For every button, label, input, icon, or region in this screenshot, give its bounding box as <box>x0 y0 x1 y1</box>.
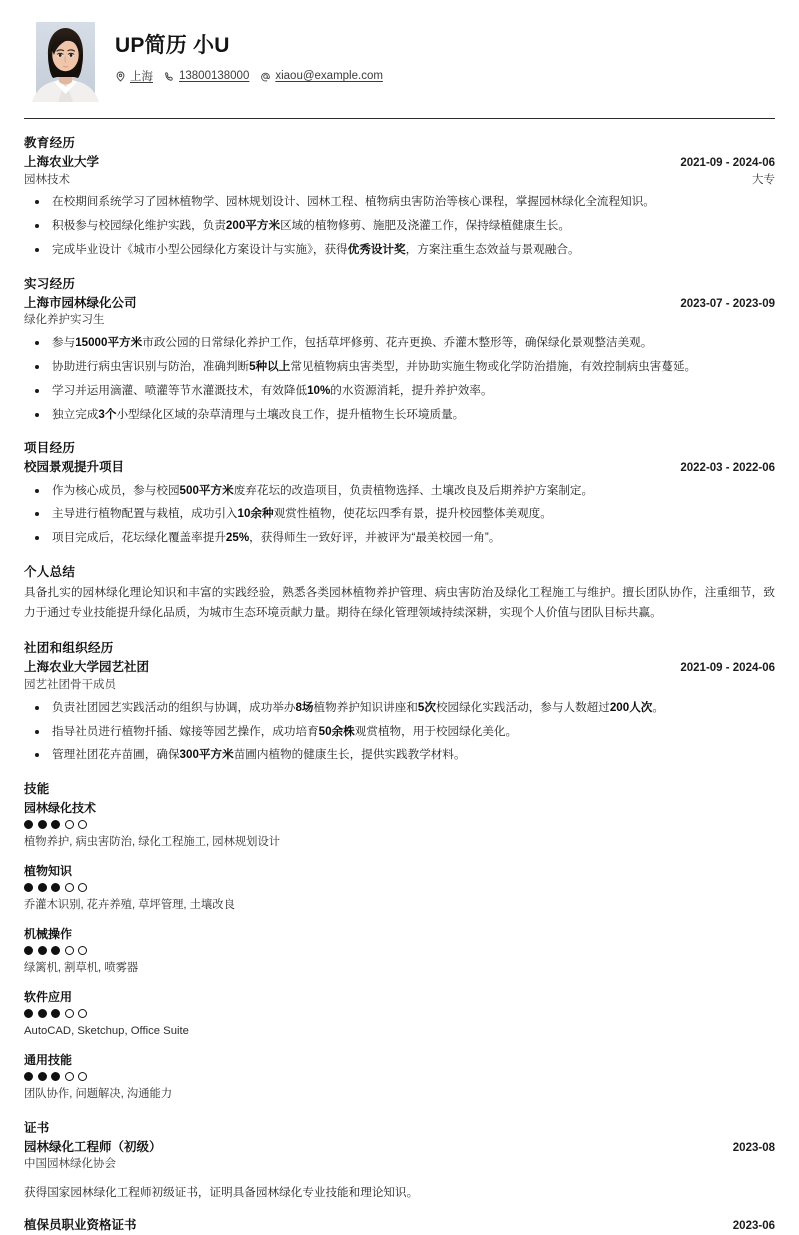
list-item: 主导进行植物配置与栽植，成功引入10余种观赏性植物，使花坛四季有景，提升校园整体美观度。 <box>24 505 775 522</box>
section-project <box>24 438 775 547</box>
internship-role: 绿化养护实习生 <box>24 314 105 327</box>
skill-name: 园林绿化技术 <box>24 800 97 815</box>
list-item: 作为核心成员，参与校园500平方米废弃花坛的改造项目，负责植物选择、土壤改良及后期养护方案制定。 <box>24 482 775 499</box>
rating-dot-empty <box>78 1009 87 1018</box>
list-item: 项目完成后，花坛绿化覆盖率提升25%，获得师生一致好评，并被评为“最美校园一角”。 <box>24 529 775 546</box>
list-item: 学习并运用滴灌、喷灌等节水灌溉技术，有效降低10%的水资源消耗，提升养护效率。 <box>24 382 775 399</box>
rating-dot-empty <box>65 1009 74 1018</box>
rating-dot-empty <box>65 1072 74 1081</box>
project-bullets <box>24 482 775 547</box>
certificate-date: 2023-08 <box>732 1141 775 1154</box>
metric-highlight: 优秀设计奖 <box>347 243 406 257</box>
skill-detail: 团队协作, 问题解决, 沟通能力 <box>24 1087 173 1100</box>
metric-highlight: 500平方米 <box>179 483 234 497</box>
list-item: 指导社员进行植物扦插、嫁接等园艺操作，成功培育50余株观赏植物，用于校园绿化美化。 <box>24 723 775 740</box>
rating-dot-filled <box>38 883 47 892</box>
certificate-name: 园林绿化工程师（初级） <box>24 1139 162 1154</box>
rating-dot-filled <box>38 1072 47 1081</box>
certificate-issuer: 中国园林绿化协会 <box>24 1158 116 1171</box>
metric-highlight: 300平方米 <box>179 748 234 762</box>
section-club <box>24 638 775 764</box>
rating-dot-filled <box>38 1009 47 1018</box>
metric-highlight: 50余株 <box>318 724 355 738</box>
metric-highlight: 15000平方米 <box>75 335 143 349</box>
certificate-entry <box>24 1216 775 1235</box>
internship-date: 2023-07 - 2023-09 <box>680 297 775 310</box>
contact-phone[interactable] <box>164 70 249 82</box>
section-title-summary: 个人总结 <box>24 564 76 579</box>
rating-dot-filled <box>51 1009 60 1018</box>
rating-dot-filled <box>38 946 47 955</box>
internship-org: 上海市园林绿化公司 <box>24 295 137 310</box>
summary-text: 具备扎实的园林绿化理论知识和丰富的实践经验，熟悉各类园林植物养护管理、病虫害防治及绿化工程施工与维护。擅长团队协作，注重细节，致力于通过专业技能提升绿化品质，为城市生态环境贡献力量。期待在绿化管理领域持续深耕，实现个人价值与团队目标共赢。 <box>24 585 775 620</box>
rating-dot-empty <box>78 883 87 892</box>
education-major: 园林技术 <box>24 173 70 186</box>
metric-highlight: 10余种 <box>237 507 274 521</box>
section-title-club: 社团和组织经历 <box>24 641 114 656</box>
internship-entry <box>24 294 775 423</box>
club-role: 园艺社团骨干成员 <box>24 679 116 691</box>
contact-email[interactable] <box>260 70 383 82</box>
rating-dot-filled <box>51 1072 60 1081</box>
avatar <box>36 22 95 102</box>
contact-list <box>115 68 383 84</box>
skill-block <box>24 988 775 1040</box>
education-bullets <box>24 193 775 258</box>
education-date: 2021-09 - 2024-06 <box>680 157 775 169</box>
metric-highlight: 8场 <box>295 700 314 714</box>
phone-text[interactable]: 13800138000 <box>179 70 250 83</box>
location-pin-icon <box>115 71 126 82</box>
certificate-description: 获得国家园林绿化工程师初级证书，证明具备园林绿化专业技能和理论知识。 <box>24 1185 419 1199</box>
skill-name: 植物知识 <box>24 863 73 878</box>
rating-dot-filled <box>51 883 60 892</box>
rating-dot-filled <box>24 883 33 892</box>
candidate-name: UP简历 小U <box>115 34 230 57</box>
club-entry <box>24 658 775 764</box>
list-item: 在校期间系统学习了园林植物学、园林规划设计、园林工程、植物病虫害防治等核心课程，掌握园林绿化全流程知识。 <box>24 193 775 210</box>
skill-rating <box>24 946 775 955</box>
project-name: 校园景观提升项目 <box>24 459 125 474</box>
section-title-internship: 实习经历 <box>24 276 76 291</box>
education-org: 上海农业大学 <box>24 155 100 169</box>
project-date: 2022-03 - 2022-06 <box>680 461 775 474</box>
skill-block <box>24 862 775 914</box>
club-org: 上海农业大学园艺社团 <box>24 660 150 675</box>
certificate-name: 植保员职业资格证书 <box>24 1218 137 1233</box>
skill-name: 机械操作 <box>24 926 73 941</box>
section-certificates <box>24 1118 775 1235</box>
rating-dot-empty <box>65 820 74 829</box>
identity-block <box>115 22 383 84</box>
list-item: 参与15000平方米市政公园的日常绿化养护工作，包括草坪修剪、花卉更换、乔灌木整形等，确保绿化景观整洁美观。 <box>24 334 775 351</box>
skill-block <box>24 925 775 977</box>
project-entry <box>24 458 775 547</box>
skill-detail: 植物养护, 病虫害防治, 绿化工程施工, 园林规划设计 <box>24 835 281 848</box>
skill-block <box>24 1051 775 1103</box>
skill-rating <box>24 1072 775 1081</box>
skill-rating <box>24 820 775 829</box>
skills-list <box>24 799 775 1103</box>
list-item: 完成毕业设计《城市小型公园绿化方案设计与实施》，获得优秀设计奖，方案注重生态效益与景观融合。 <box>24 241 775 258</box>
resume-header <box>24 0 775 118</box>
rating-dot-empty <box>65 946 74 955</box>
rating-dot-filled <box>24 820 33 829</box>
skill-rating <box>24 883 775 892</box>
rating-dot-empty <box>78 1072 87 1081</box>
education-degree: 大专 <box>752 173 775 186</box>
club-bullets <box>24 699 775 764</box>
skill-detail: AutoCAD, Sketchup, Office Suite <box>24 1024 189 1037</box>
rating-dot-filled <box>38 820 47 829</box>
section-skills <box>24 779 775 1103</box>
email-at-icon <box>260 71 271 82</box>
skill-detail: 绿篱机, 割草机, 喷雾器 <box>24 961 139 974</box>
metric-highlight: 25% <box>225 531 250 545</box>
skill-block <box>24 799 775 851</box>
section-internship <box>24 274 775 423</box>
metric-highlight: 5种以上 <box>249 359 291 373</box>
location-text: 上海 <box>130 71 153 84</box>
internship-bullets <box>24 334 775 423</box>
certificate-date: 2023-06 <box>732 1220 775 1233</box>
section-title-certificates: 证书 <box>24 1120 50 1135</box>
contact-location <box>115 68 153 84</box>
education-entry <box>24 153 775 259</box>
email-text[interactable]: xiaou@example.com <box>275 70 383 83</box>
list-item: 积极参与校园绿化维护实践，负责200平方米区域的植物修剪、施肥及浇灌工作，保持绿植健康生长。 <box>24 217 775 234</box>
club-date: 2021-09 - 2024-06 <box>680 662 775 675</box>
list-item: 管理社团花卉苗圃，确保300平方米苗圃内植物的健康生长，提供实践教学材料。 <box>24 746 775 763</box>
list-item: 独立完成3个小型绿化区域的杂草清理与土壤改良工作，提升植物生长环境质量。 <box>24 406 775 423</box>
list-item: 负责社团园艺实践活动的组织与协调，成功举办8场植物养护知识讲座和5次校园绿化实践活动，参与人数超过200人次。 <box>24 699 775 716</box>
rating-dot-filled <box>51 820 60 829</box>
metric-highlight: 200人次 <box>609 700 653 714</box>
skill-name: 通用技能 <box>24 1052 73 1067</box>
section-title-project: 项目经历 <box>24 440 76 455</box>
skill-rating <box>24 1009 775 1018</box>
rating-dot-empty <box>65 883 74 892</box>
section-education <box>24 133 775 259</box>
skill-detail: 乔灌木识别, 花卉养殖, 草坪管理, 土壤改良 <box>24 898 235 911</box>
rating-dot-filled <box>51 946 60 955</box>
rating-dot-filled <box>24 1009 33 1018</box>
header-divider <box>24 118 775 119</box>
phone-icon <box>164 71 175 82</box>
rating-dot-filled <box>24 946 33 955</box>
metric-highlight: 10% <box>307 383 331 397</box>
list-item: 协助进行病虫害识别与防治，准确判断5种以上常见植物病虫害类型，并协助实施生物或化学防治措施，有效控制病虫害蔓延。 <box>24 358 775 375</box>
metric-highlight: 3个 <box>98 407 117 421</box>
metric-highlight: 200平方米 <box>225 219 281 233</box>
section-summary <box>24 562 775 624</box>
metric-highlight: 5次 <box>417 700 436 714</box>
rating-dot-filled <box>24 1072 33 1081</box>
skill-name: 软件应用 <box>24 989 73 1004</box>
rating-dot-empty <box>78 946 87 955</box>
rating-dot-empty <box>78 820 87 829</box>
section-title-skills: 技能 <box>24 781 50 796</box>
certificate-entry <box>24 1138 775 1203</box>
section-title-education: 教育经历 <box>24 136 76 150</box>
